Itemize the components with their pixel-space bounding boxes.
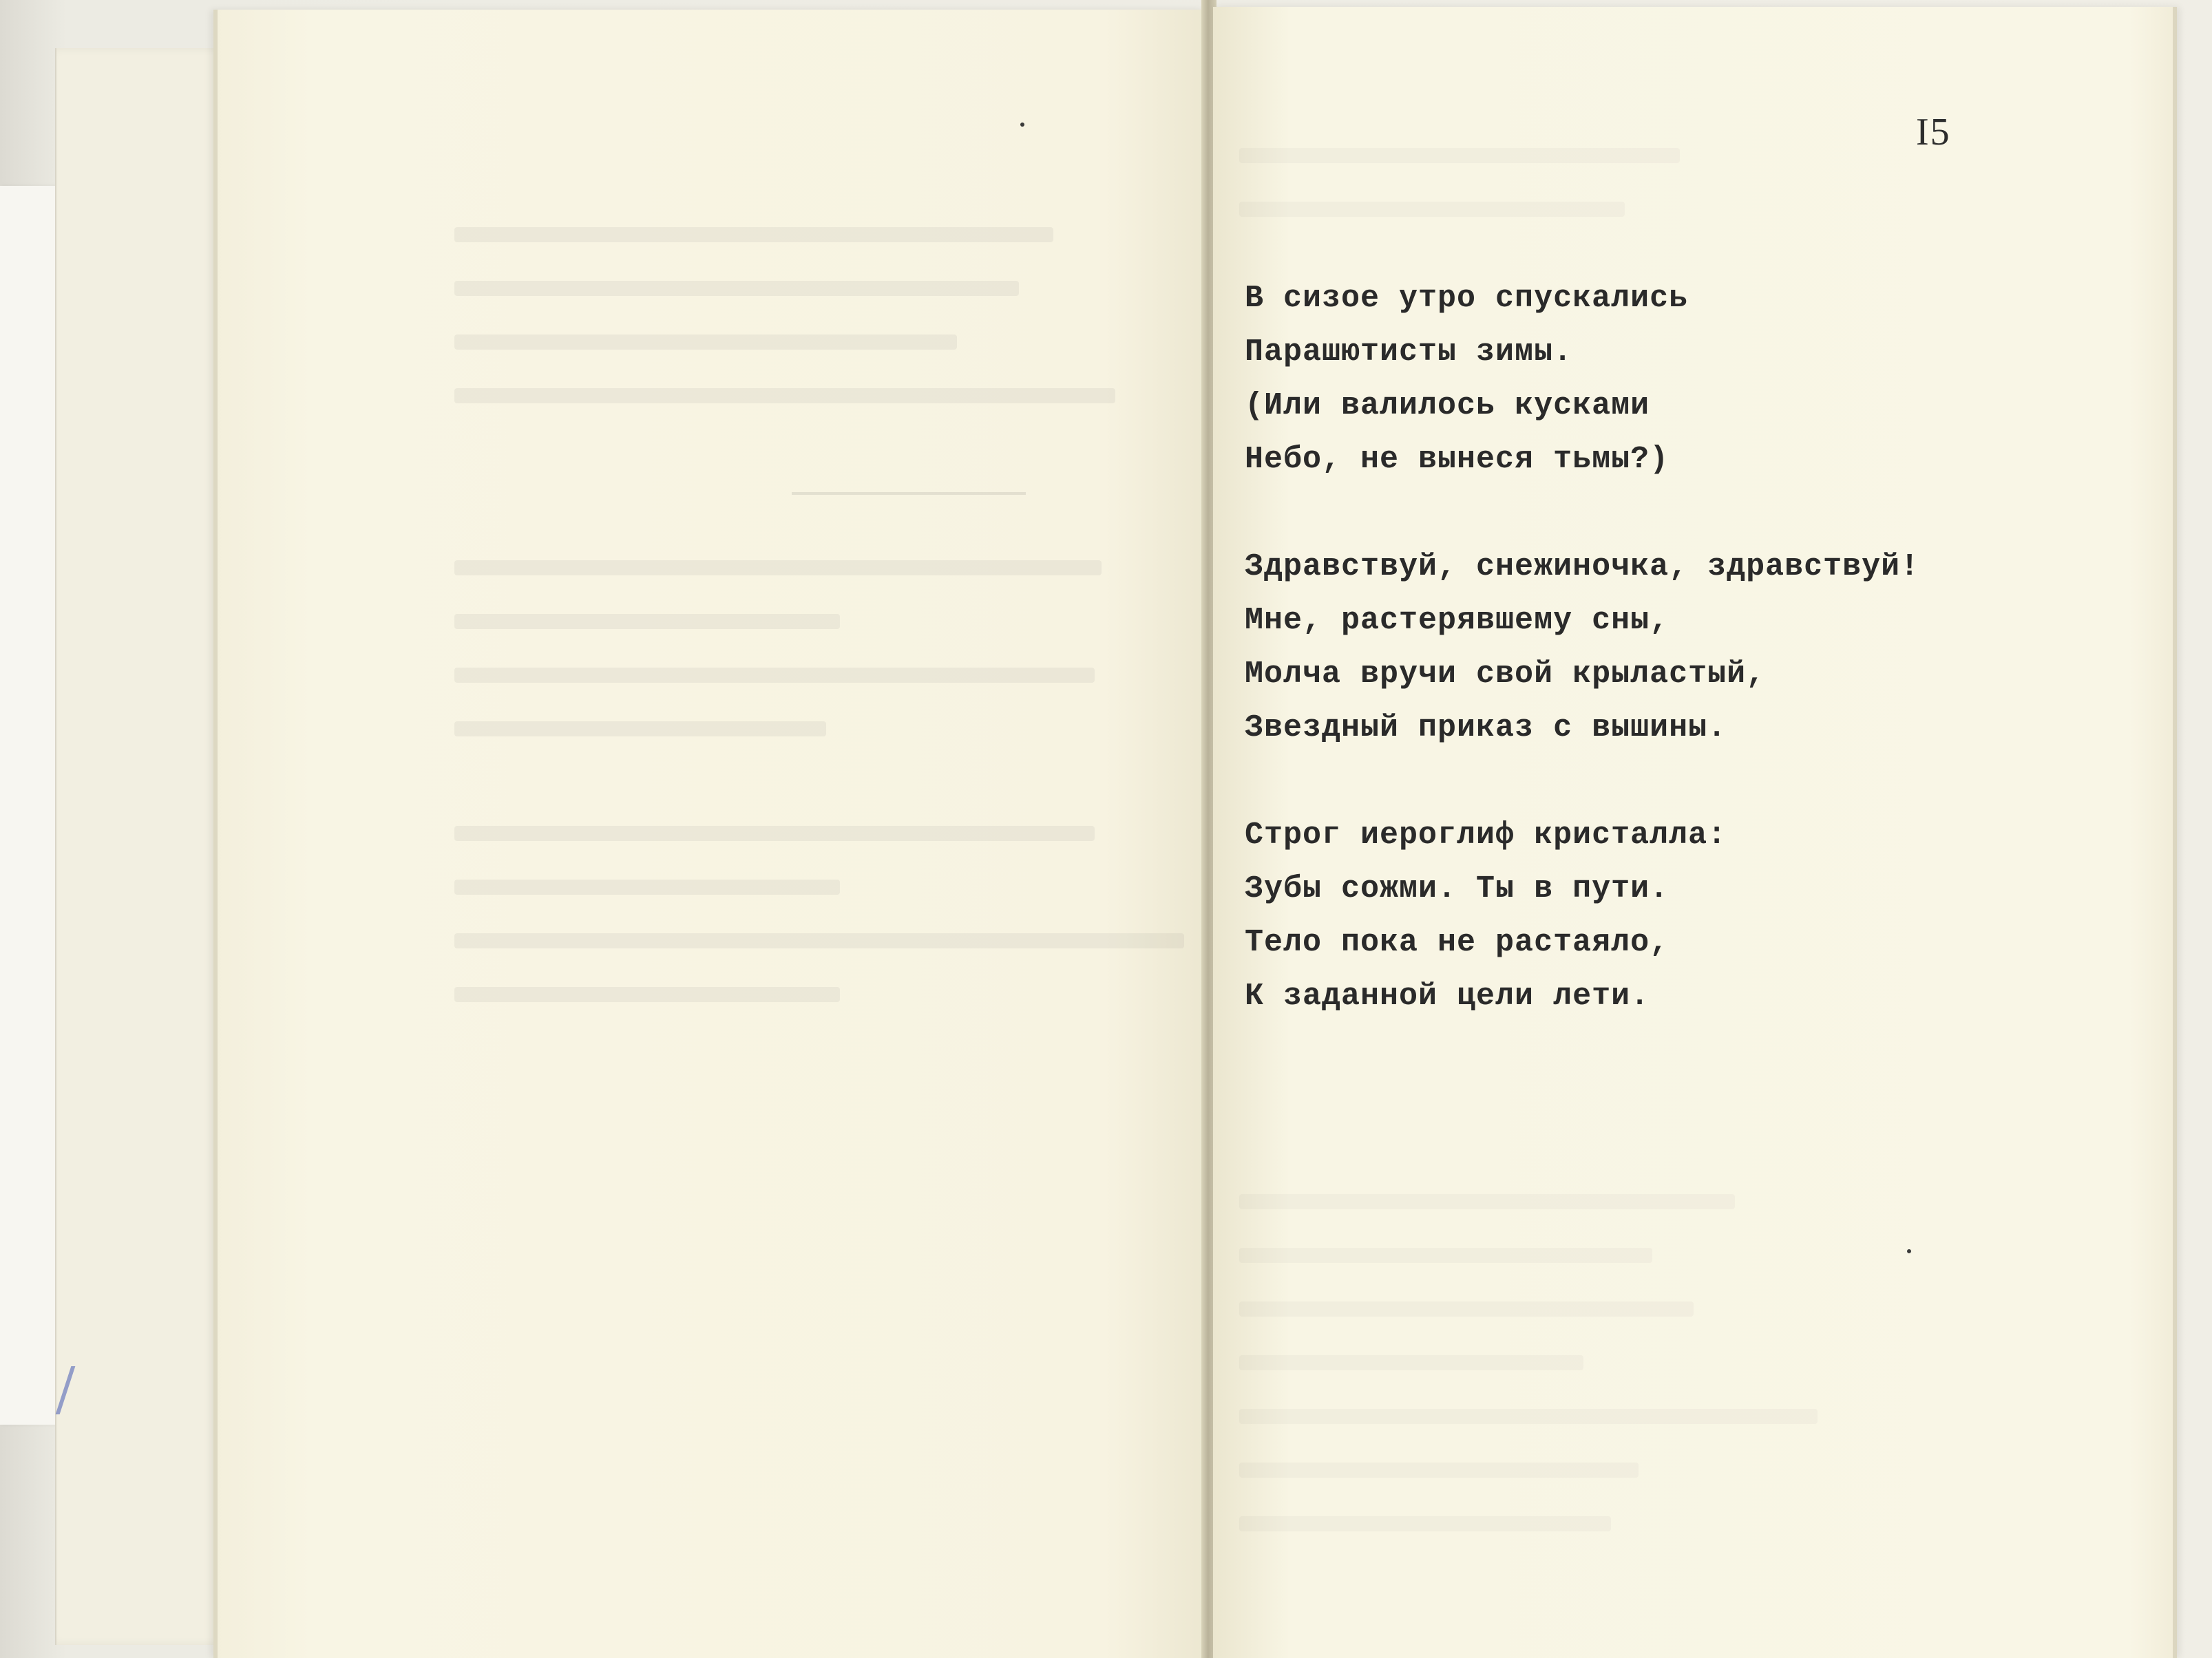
poem-line: (Или валилось кусками [1245, 388, 1650, 423]
stanza-1 [1245, 272, 1919, 487]
poem-line: К заданной цели лети. [1245, 979, 1650, 1014]
poem-line: Мне, растерявшему сны, [1245, 603, 1669, 638]
left-page-show-through-rule [792, 492, 1026, 495]
poem-line: Молча вручи свой крыластый, [1245, 657, 1766, 692]
poem-line: В сизое утро спускались [1245, 281, 1689, 316]
right-page-edge [2173, 7, 2177, 1658]
speck [1907, 1249, 1911, 1253]
page-number: I5 [1916, 111, 1951, 153]
poem-line: Небо, не вынеся тьмы?) [1245, 442, 1669, 477]
left-page-edge [213, 10, 218, 1658]
poem-line: Тело пока не растаяло, [1245, 925, 1669, 960]
poem-line: Здравствуй, снежиночка, здравствуй! [1245, 549, 1920, 584]
speck [1020, 123, 1024, 127]
stanza-3 [1245, 809, 1919, 1023]
stanza-2 [1245, 540, 1919, 755]
poem-line: Парашютисты зимы. [1245, 334, 1573, 370]
poem [1245, 272, 1919, 1077]
poem-line: Строг иероглиф кристалла: [1245, 818, 1727, 853]
poem-line: Звездный приказ с вышины. [1245, 710, 1727, 745]
poem-line: Зубы сожми. Ты в пути. [1245, 871, 1669, 906]
left-page-show-through [454, 227, 1198, 1041]
